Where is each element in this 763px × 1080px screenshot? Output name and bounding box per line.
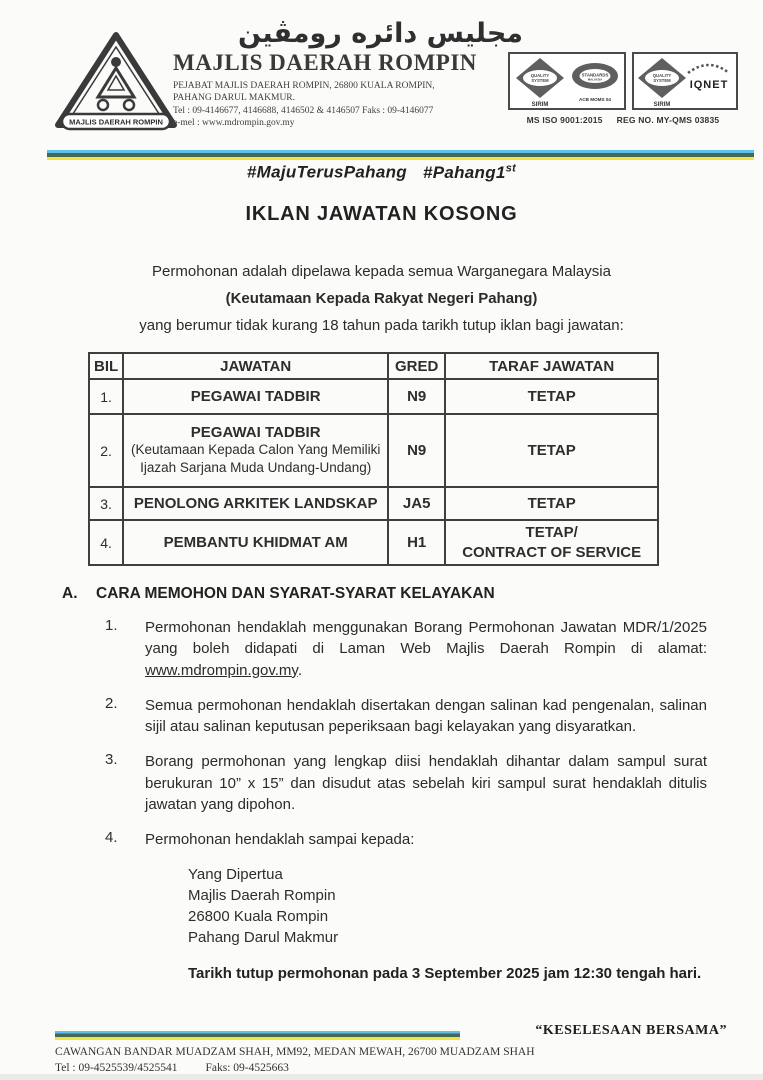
svg-text:QUALITY: QUALITY <box>652 73 672 78</box>
item-number: 3. <box>105 751 118 769</box>
cell-bil: 4. <box>89 520 123 565</box>
vacancies-table <box>88 352 659 566</box>
intro-line: yang berumur tidak kurang 18 tahun pada tarikh tutup iklan bagi jawatan: <box>139 317 624 334</box>
item-text: Borang permohonan yang lengkap diisi hendaklah dihantar dalam sampul surat berukuran 10” x 15” dan disudut atas sebelah kiri sampul surat hendaklah ditulis jawatan yang dipohon. <box>145 753 707 814</box>
hashtag-pahang1st: #Pahang1st <box>422 162 517 182</box>
cell-taraf: TETAP/ CONTRACT OF SERVICE <box>445 520 658 565</box>
closing-deadline: Tarikh tutup permohonan pada 3 September 2025 jam 12:30 tengah hari. <box>188 964 702 982</box>
application-item-3 <box>105 751 707 815</box>
item-number: 4. <box>105 829 118 847</box>
scan-edge-shadow <box>0 1074 763 1080</box>
cell-jawatan: PENOLONG ARKITEK LANDSKAP <box>133 495 378 512</box>
office-address <box>173 80 523 129</box>
application-item-1 <box>105 617 707 681</box>
cell-taraf: TETAP <box>445 414 658 487</box>
table-row <box>89 414 658 487</box>
address-line: Tel : 09-4146677, 4146688, 4146502 & 4146507 Faks : 09-4146077 <box>173 105 434 116</box>
page-title: IKLAN JAWATAN KOSONG <box>245 203 518 225</box>
intro-line: Permohonan adalah dipelawa kepada semua Warganegara Malaysia <box>152 263 611 280</box>
org-name: MAJLIS DAERAH ROMPIN <box>173 50 477 76</box>
col-header-jawatan: JAWATAN <box>123 353 388 379</box>
cell-jawatan: PEGAWAI TADBIR <box>190 388 321 405</box>
item-text: Permohonan hendaklah menggunakan Borang Permohonan Jawatan MDR/1/2025 yang boleh didapati di Laman Web Majlis Daerah Rompin di alamat: www.mdrompin.gov.my. <box>145 619 707 679</box>
svg-text:QUALITY: QUALITY <box>530 73 550 78</box>
table-header-row <box>89 353 658 379</box>
intro-paragraph <box>55 258 708 339</box>
item-number: 1. <box>105 617 118 634</box>
cell-taraf: TETAP <box>445 379 658 414</box>
footer-branch-address <box>55 1045 535 1076</box>
cell-gred: JA5 <box>388 487 445 520</box>
cell-gred: N9 <box>388 414 445 487</box>
col-header-gred: GRED <box>388 353 445 379</box>
application-item-2 <box>105 695 707 738</box>
section-label: A. <box>62 585 78 602</box>
section-a <box>62 585 707 984</box>
recipient-line: 26800 Kuala Rompin <box>188 907 329 925</box>
cell-gred: H1 <box>388 520 445 565</box>
application-item-4 <box>105 829 707 850</box>
svg-text:MALAYSIA: MALAYSIA <box>587 77 603 82</box>
certification-badges <box>499 52 747 125</box>
table-row <box>89 379 658 414</box>
sirim-iqnet-badge <box>632 52 738 110</box>
cell-jawatan: PEGAWAI TADBIR <box>190 424 321 442</box>
address-line: PAHANG DARUL MAKMUR. <box>173 93 296 104</box>
section-a-heading <box>62 585 707 603</box>
cell-jawatan-note: (Keutamaan Kepada Calon Yang Memiliki Ijazah Sarjana Muda Undang-Undang) <box>130 442 381 475</box>
footer-motto: “KESELESAAN BERSAMA” <box>535 1023 727 1038</box>
sirim-standards-badge <box>508 52 626 110</box>
cell-gred: N9 <box>388 379 445 414</box>
flag-stripe-bar <box>47 150 754 160</box>
item-text: Permohonan hendaklah sampai kepada: <box>145 831 415 849</box>
recipient-line: Pahang Darul Makmur <box>188 928 339 946</box>
branch-tel: Tel : 09-4525539/4525541 <box>55 1061 178 1074</box>
hashtag-banner <box>0 162 763 183</box>
cell-jawatan: PEMBANTU KHIDMAT AM <box>163 534 348 551</box>
recipient-line: Majlis Daerah Rompin <box>188 886 336 904</box>
cell-taraf: TETAP <box>445 487 658 520</box>
intro-line-bold: (Keutamaan Kepada Rakyat Negeri Pahang) <box>225 290 538 307</box>
address-line: e-mel : www.mdrompin.gov.my <box>173 118 295 129</box>
address-line: PEJABAT MAJLIS DAERAH ROMPIN, 26800 KUALA ROMPIN, <box>173 81 435 92</box>
logo-crest-icon <box>50 30 182 140</box>
recipient-line: Yang Dipertua <box>188 865 283 883</box>
col-header-taraf: TARAF JAWATAN <box>445 353 658 379</box>
branch-faks: Faks: 09-4525663 <box>205 1061 289 1074</box>
letterhead <box>173 18 523 129</box>
branch-address-line: CAWANGAN BANDAR MUADZAM SHAH, MM92, MEDAN MEWAH, 26700 MUADZAM SHAH <box>55 1046 535 1058</box>
svg-text:SIRIM: SIRIM <box>531 102 549 108</box>
cell-bil: 1. <box>89 379 123 414</box>
item-text: Semua permohonan hendaklah disertakan dengan salinan kad pengenalan, salinan sijil atau salinan keputusan peperiksaan bagi kelayakan yang disyaratkan. <box>145 696 707 736</box>
section-title: CARA MEMOHON DAN SYARAT-SYARAT KELAYAKAN <box>96 585 495 602</box>
mdr-logo <box>50 30 182 145</box>
mdrompin-url: www.mdrompin.gov.my <box>145 661 298 679</box>
cell-bil: 3. <box>89 487 123 520</box>
iqnet-logo: IQNET <box>689 79 729 91</box>
table-row <box>89 520 658 565</box>
item-number: 2. <box>105 694 118 712</box>
recipient-address <box>188 864 707 948</box>
svg-text:ACB MOMS 04: ACB MOMS 04 <box>579 97 611 102</box>
col-header-bil: BIL <box>89 353 123 379</box>
iso-certification-line: MS ISO 9001:2015 REG NO. MY-QMS 03835 <box>526 115 720 125</box>
jawi-title: مجليس دائره رومڤين <box>238 18 523 49</box>
cell-bil: 2. <box>89 414 123 487</box>
footer-stripe-bar <box>55 1031 460 1040</box>
logo-banner-text: MAJLIS DAERAH ROMPIN <box>69 117 163 127</box>
svg-text:SYSTEM: SYSTEM <box>531 78 549 83</box>
svg-text:SIRIM: SIRIM <box>653 102 671 108</box>
table-row <box>89 487 658 520</box>
svg-text:SYSTEM: SYSTEM <box>653 78 671 83</box>
svg-text:STANDARDS: STANDARDS <box>581 72 609 78</box>
hashtag-maju-terus-pahang: #MajuTerusPahang <box>246 162 407 182</box>
